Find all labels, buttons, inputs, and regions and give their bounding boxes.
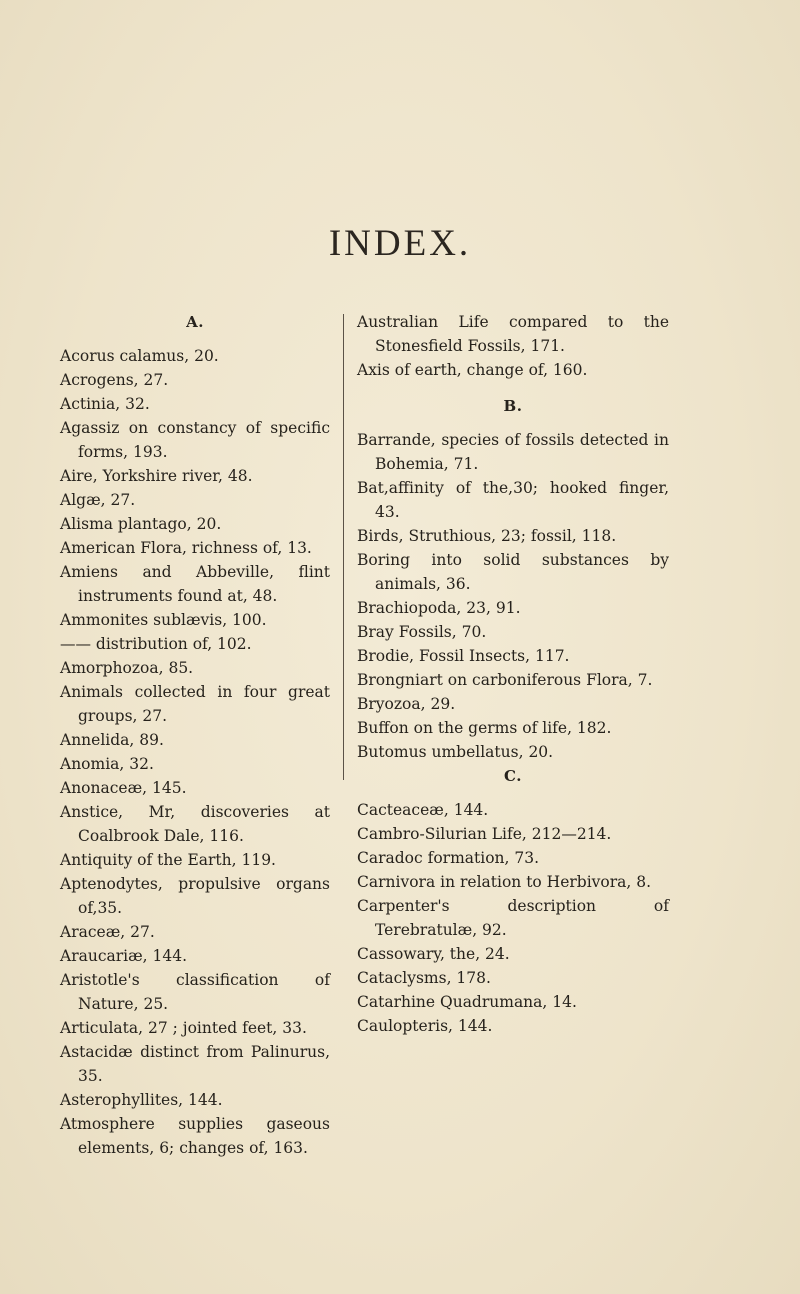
section-heading-a: A. [186, 313, 204, 331]
index-entry: Ammonites sublævis, 100. [60, 611, 267, 629]
index-entry: Alisma plantago, 20. [60, 515, 222, 533]
index-entry: Brodie, Fossil Insects, 117. [357, 647, 570, 665]
index-entry: Antiquity of the Earth, 119. [60, 851, 276, 869]
index-entry: Animals collected in four great groups, 27. [60, 683, 330, 725]
index-entry: Butomus umbellatus, 20. [357, 743, 554, 761]
column-divider [343, 314, 344, 780]
index-entry: Axis of earth, change of, 160. [357, 361, 588, 379]
index-entry: Aristotle's classification of Nature, 25. [60, 971, 330, 1013]
index-entry: Acrogens, 27. [60, 371, 169, 389]
index-entry: Brongniart on carboniferous Flora, 7. [357, 671, 653, 689]
index-entry: Cataclysms, 178. [357, 969, 491, 987]
left-column [60, 310, 330, 1160]
index-entry: Aire, Yorkshire river, 48. [60, 467, 253, 485]
index-entry: Catarhine Quadrumana, 14. [357, 993, 577, 1011]
index-entry: Brachiopoda, 23, 91. [357, 599, 521, 617]
index-entry: Amiens and Abbeville, flint instruments found at, 48. [60, 563, 330, 605]
index-entry: Bat,affinity of the,30; hooked finger, 43. [357, 479, 669, 521]
index-entry: Bray Fossils, 70. [357, 623, 487, 641]
index-entry: Carpenter's description of Terebratulæ, 92. [357, 897, 669, 939]
page-title: INDEX. [328, 223, 472, 264]
index-entry: Amorphozoa, 85. [60, 659, 194, 677]
index-entry: Articulata, 27 ; jointed feet, 33. [60, 1019, 307, 1037]
index-entry: —— distribution of, 102. [60, 635, 252, 653]
index-entry: Algæ, 27. [60, 491, 136, 509]
index-entry: Australian Life compared to the Stonesfield Fossils, 171. [357, 313, 669, 355]
index-entry: Astacidæ distinct from Palinurus, 35. [60, 1043, 330, 1085]
section-heading-c: C. [504, 767, 522, 785]
index-entry: Atmosphere supplies gaseous elements, 6; changes of, 163. [60, 1115, 330, 1157]
index-entry: Barrande, species of fossils detected in Bohemia, 71. [357, 431, 669, 473]
index-entry: Anstice, Mr, discoveries at Coalbrook Dale, 116. [60, 803, 330, 845]
spacer [357, 382, 669, 394]
index-entry: Acorus calamus, 20. [60, 347, 219, 365]
index-entry: Bryozoa, 29. [357, 695, 456, 713]
index-entry: Boring into solid substances by animals, 36. [357, 551, 669, 593]
index-entry: Caradoc formation, 73. [357, 849, 540, 867]
index-entry: Annelida, 89. [60, 731, 164, 749]
index-entry: Actinia, 32. [60, 395, 150, 413]
right-column [357, 310, 669, 1038]
index-entry: American Flora, richness of, 13. [60, 539, 312, 557]
index-entry: Cambro-Silurian Life, 212—214. [357, 825, 612, 843]
section-heading-b: B. [503, 397, 523, 415]
index-entry: Asterophyllites, 144. [60, 1091, 223, 1109]
index-entry: Cacteaceæ, 144. [357, 801, 489, 819]
index-entry: Birds, Struthious, 23; fossil, 118. [357, 527, 617, 545]
index-entry: Araceæ, 27. [60, 923, 155, 941]
index-entry: Carnivora in relation to Herbivora, 8. [357, 873, 652, 891]
index-entry: Aptenodytes, propulsive organs of,35. [60, 875, 330, 917]
index-entry: Anomia, 32. [60, 755, 154, 773]
index-entry: Anonaceæ, 145. [60, 779, 187, 797]
index-entry: Araucariæ, 144. [60, 947, 188, 965]
index-entry: Caulopteris, 144. [357, 1017, 493, 1035]
index-entry: Agassiz on constancy of specific forms, 193. [60, 419, 330, 461]
index-entry: Cassowary, the, 24. [357, 945, 510, 963]
index-entry: Buffon on the germs of life, 182. [357, 719, 612, 737]
